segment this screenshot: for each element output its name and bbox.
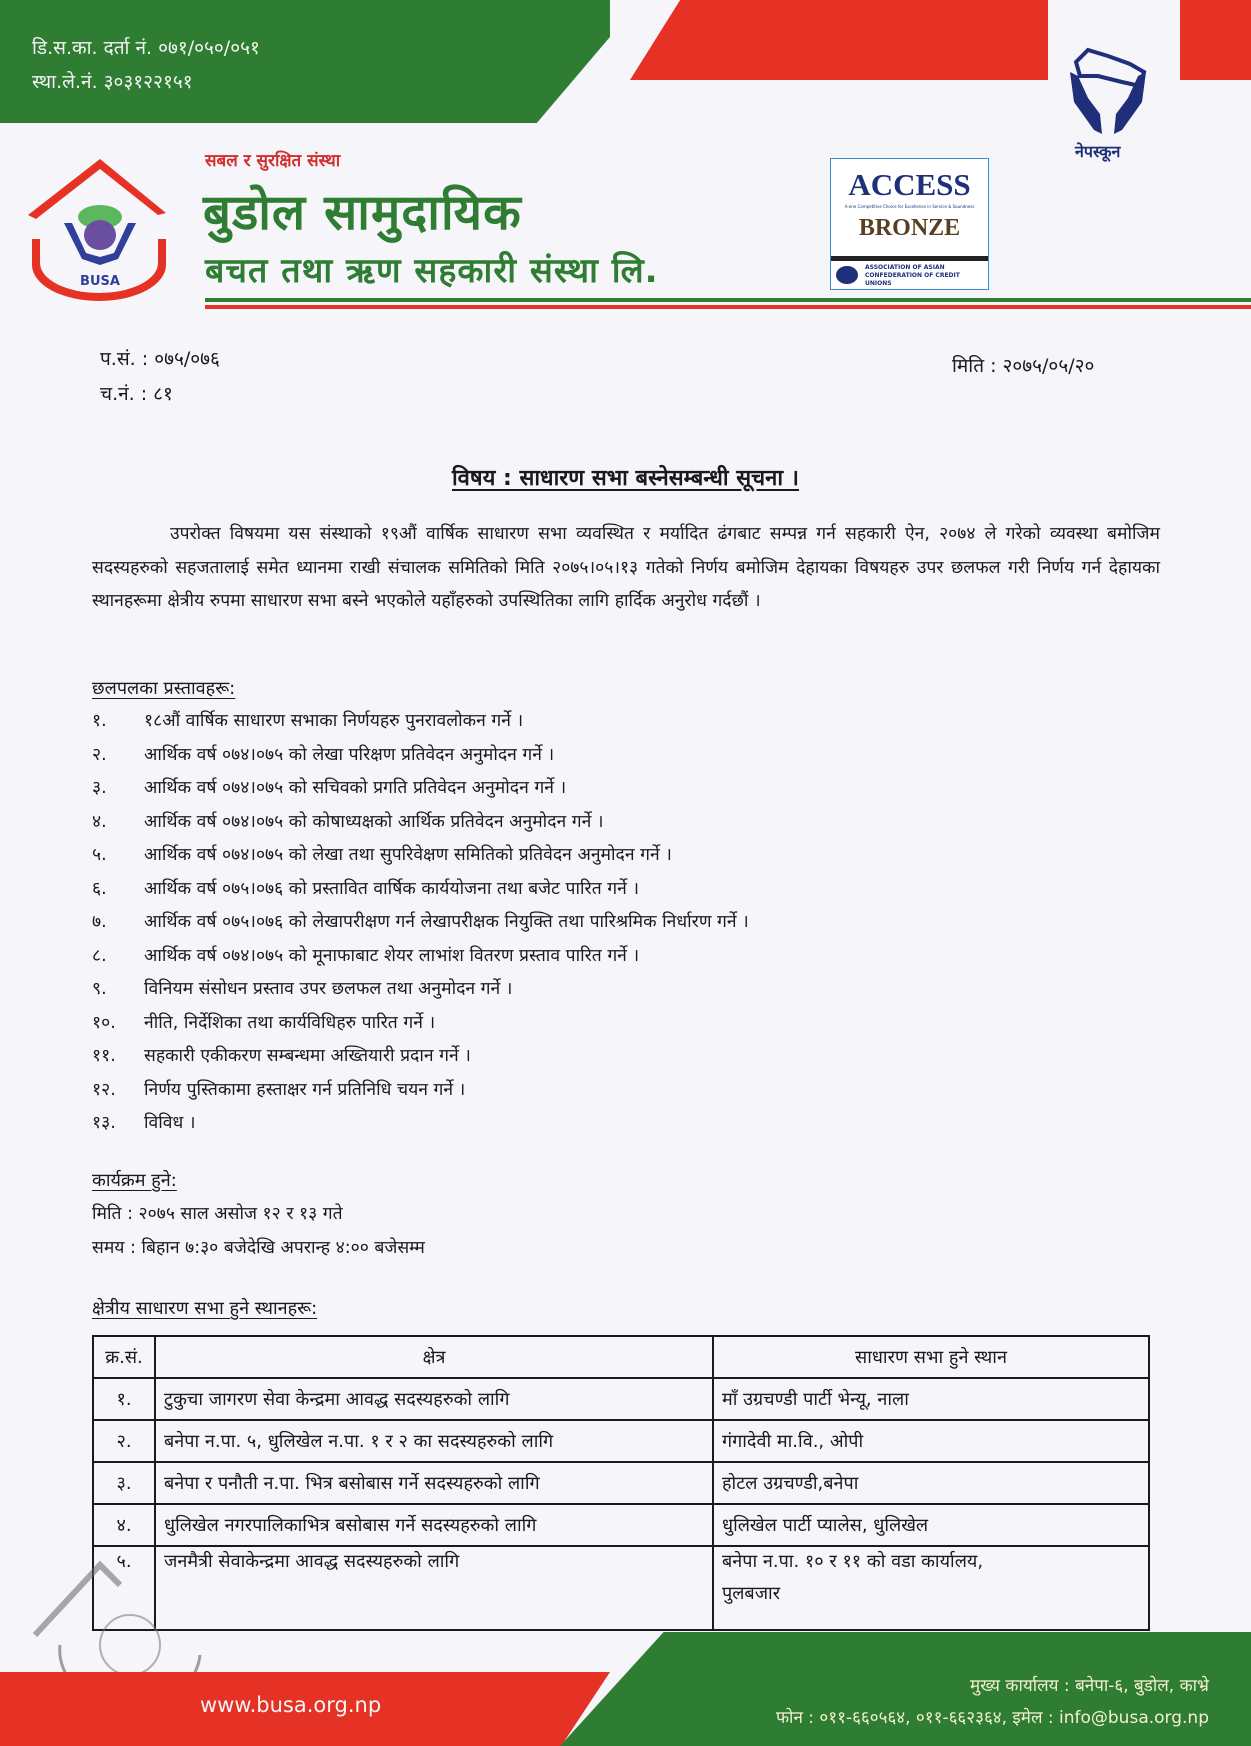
- table-row: [93, 1546, 1149, 1630]
- subject-text: विषय : साधारण सभा बस्नेसम्बन्धी सूचना ।: [451, 466, 800, 491]
- accu-logo-icon: [836, 266, 858, 284]
- proposal-item: [92, 1040, 1092, 1074]
- proposal-text: विविध ।: [144, 1113, 196, 1133]
- proposal-number: ८.: [92, 945, 107, 966]
- proposal-number: ६.: [92, 878, 107, 899]
- proposal-item: [92, 839, 1092, 873]
- program-date: मिति : २०७५ साल असोज १२ र १३ गते: [92, 1204, 343, 1224]
- proposal-text: विनियम संसोधन प्रस्ताव उपर छलफल तथा अनुमोदन गर्ने ।: [144, 979, 513, 999]
- row-venue: धुलिखेल पार्टी प्यालेस, धुलिखेल: [713, 1504, 1149, 1546]
- proposal-number: २.: [92, 744, 107, 765]
- registration-number: डि.स.का. दर्ता नं. ०७१/०५०/०५१: [32, 37, 260, 59]
- proposal-item: [92, 806, 1092, 840]
- footer-website-link[interactable]: www.busa.org.np: [200, 1693, 382, 1717]
- row-area: बनेपा न.पा. ५, धुलिखेल न.पा. १ र २ का सदस्यहरुको लागि: [155, 1420, 713, 1462]
- dispatch-number: च.नं. : ८१: [100, 383, 173, 405]
- proposal-item: [92, 1074, 1092, 1108]
- access-divider: [831, 256, 988, 261]
- proposal-item: [92, 940, 1092, 974]
- letter-date: मिति : २०७५/०५/२०: [952, 355, 1095, 377]
- proposal-number: ११.: [92, 1046, 116, 1066]
- column-header-venue: साधारण सभा हुने स्थान: [713, 1336, 1149, 1378]
- proposal-text: सहकारी एकीकरण सम्बन्धमा अख्तियारी प्रदान गर्ने ।: [144, 1046, 471, 1066]
- proposal-text: आर्थिक वर्ष ०७४।०७५ को मूनाफाबाट शेयर लाभांश वितरण प्रस्ताव पारित गर्ने ।: [144, 945, 640, 966]
- local-registration-number: स्था.ले.नं. ३०३१२२१५१: [32, 71, 193, 93]
- proposal-item: [92, 1007, 1092, 1041]
- proposal-item: [92, 1107, 1092, 1141]
- program-heading: कार्यक्रम हुने:: [92, 1170, 177, 1191]
- tagline: सबल र सुरक्षित संस्था: [205, 151, 341, 171]
- proposal-item: [92, 873, 1092, 907]
- row-area: जनमैत्री सेवाकेन्द्रमा आवद्ध सदस्यहरुको लागि: [155, 1546, 713, 1630]
- proposals-heading: छलपलका प्रस्तावहरू:: [92, 678, 236, 699]
- proposal-number: ७.: [92, 912, 107, 932]
- row-venue: होटल उग्रचण्डी,बनेपा: [713, 1462, 1149, 1504]
- proposal-text: आर्थिक वर्ष ०७५।०७६ को लेखापरीक्षण गर्न लेखापरीक्षक नियुक्ति तथा पारिश्रमिक निर्धारण गर्ने ।: [144, 912, 749, 932]
- access-bronze-badge: [830, 158, 989, 290]
- proposal-text: आर्थिक वर्ष ०७५।०७६ को प्रस्तावित वार्षिक कार्ययोजना तथा बजेट पारित गर्ने ।: [144, 878, 639, 899]
- table-row: [93, 1378, 1149, 1420]
- footer-contact: फोन : ०११-६६०५६४, ०११-६६२३६४, इमेल : info@busa.org.np: [775, 1708, 1209, 1728]
- proposal-text: आर्थिक वर्ष ०७४।०७५ को सचिवको प्रगति प्रतिवेदन अनुमोदन गर्ने ।: [144, 778, 567, 798]
- proposal-number: ४.: [92, 811, 107, 832]
- row-sn: ४.: [93, 1504, 155, 1546]
- header-red-band: [630, 0, 1048, 80]
- organization-name: बुडोल सामुदायिक: [203, 184, 522, 241]
- proposal-number: १०.: [92, 1012, 116, 1033]
- proposal-text: निर्णय पुस्तिकामा हस्ताक्षर गर्न प्रतिनिधि चयन गर्ने ।: [144, 1079, 466, 1100]
- proposal-text: नीति, निर्देशिका तथा कार्यविधिहरु पारित गर्ने ।: [144, 1012, 436, 1033]
- table-row: [93, 1504, 1149, 1546]
- proposal-item: [92, 705, 1092, 739]
- proposal-number: १.: [92, 711, 107, 731]
- table-header-row: [93, 1336, 1149, 1378]
- subject-line: [0, 462, 1251, 492]
- proposal-number: ९.: [92, 979, 107, 999]
- proposal-text: आर्थिक वर्ष ०७४।०७५ को कोषाध्यक्षको आर्थिक प्रतिवेदन अनुमोदन गर्ने ।: [144, 811, 604, 832]
- nepscun-label: नेपस्कून: [1075, 142, 1121, 161]
- logo-text: BUSA: [80, 274, 120, 289]
- row-venue: माँ उग्रचण्डी पार्टी भेन्यू, नाला: [713, 1378, 1149, 1420]
- column-header-area: क्षेत्र: [155, 1336, 713, 1378]
- proposal-text: १८औं वार्षिक साधारण सभाका निर्णयहरु पुनरावलोकन गर्ने ।: [144, 711, 524, 731]
- access-level: BRONZE: [858, 215, 961, 241]
- row-sn: १.: [93, 1378, 155, 1420]
- proposal-item: [92, 906, 1092, 940]
- access-org: ASSOCIATION OF ASIAN CONFEDERATION OF CREDIT UNIONS: [865, 264, 960, 287]
- row-venue-line1: बनेपा न.पा. १० र ११ को वडा कार्यालय,: [722, 1551, 984, 1572]
- organization-subtitle: बचत तथा ऋण सहकारी संस्था लि.: [205, 251, 659, 291]
- header-divider-red: [205, 305, 1251, 309]
- row-area: धुलिखेल नगरपालिकाभित्र बसोबास गर्ने सदस्यहरुको लागि: [155, 1504, 713, 1546]
- venues-heading: क्षेत्रीय साधारण सभा हुने स्थानहरू:: [92, 1298, 318, 1319]
- row-sn: ३.: [93, 1462, 155, 1504]
- proposal-item: [92, 772, 1092, 806]
- proposal-number: १२.: [92, 1079, 116, 1100]
- proposal-text: आर्थिक वर्ष ०७४।०७५ को लेखा परिक्षण प्रतिवेदन अनुमोदन गर्ने ।: [144, 744, 555, 765]
- busa-logo-icon: [24, 155, 174, 303]
- proposal-number: ३.: [92, 778, 107, 798]
- table-row: [93, 1462, 1149, 1504]
- row-sn: २.: [93, 1420, 155, 1462]
- access-title: ACCESS: [848, 167, 971, 202]
- letter-number: प.सं. : ०७५/०७६: [100, 348, 220, 370]
- header-divider-green: [205, 298, 1251, 302]
- access-tagline: A-one Competitive Choice for Excellence in Service & Soundness: [844, 204, 975, 209]
- row-venue: गंगादेवी मा.वि., ओपी: [713, 1420, 1149, 1462]
- program-time: समय : बिहान ७:३० बजेदेखि अपरान्ह ४:०० बजेसम्म: [92, 1238, 425, 1258]
- proposal-number: १३.: [92, 1113, 116, 1133]
- row-venue-line2: पुलबजार: [722, 1583, 781, 1604]
- header-red-corner: [1180, 0, 1251, 80]
- footer-address: मुख्य कार्यालय : बनेपा-६, बुडोल, काभ्रे: [970, 1676, 1209, 1696]
- proposals-list: [92, 705, 1092, 1141]
- body-paragraph: उपरोक्त विषयमा यस संस्थाको १९औं वार्षिक साधारण सभा व्यवस्थित र मर्यादित ढंगबाट सम्पन्न गर्न सहकारी ऐन, २०७४ ले गरेको व्यवस्था बमोजिम सदस्यहरुको सहजतालाई समेत ध्यानमा राखी संचालक समितिको मिति २०७५।०५।१३ गतेको निर्णय बमोजिम देहायका विषयहरु उपर छलफल गरी निर्णय गर्न देहायका स्थानहरूमा क्षेत्रीय रुपमा साधारण सभा बस्ने भएकोले यहाँहरुको उपस्थितिका लागि हार्दिक अनुरोध गर्दछौं ।: [92, 524, 1160, 611]
- proposal-number: ५.: [92, 845, 107, 865]
- column-header-sn: क्र.सं.: [93, 1336, 155, 1378]
- row-sn: ५.: [93, 1546, 155, 1630]
- venues-table: [92, 1335, 1150, 1631]
- table-row: [93, 1420, 1149, 1462]
- row-area: टुकुचा जागरण सेवा केन्द्रमा आवद्ध सदस्यहरुको लागि: [155, 1378, 713, 1420]
- row-venue: [713, 1546, 1149, 1630]
- proposal-item: [92, 739, 1092, 773]
- proposal-text: आर्थिक वर्ष ०७४।०७५ को लेखा तथा सुपरिवेक्षण समितिको प्रतिवेदन अनुमोदन गर्ने ।: [144, 845, 672, 865]
- proposal-item: [92, 973, 1092, 1007]
- row-area: बनेपा र पनौती न.पा. भित्र बसोबास गर्ने सदस्यहरुको लागि: [155, 1462, 713, 1504]
